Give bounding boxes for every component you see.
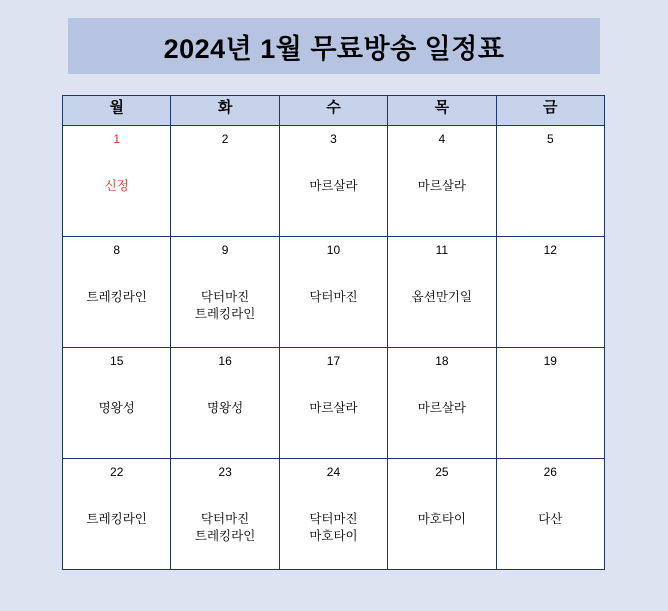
day-events: [388, 511, 495, 528]
day-events: [171, 511, 278, 545]
calendar-day-cell[interactable]: [279, 237, 387, 348]
calendar-day-cell[interactable]: [496, 348, 604, 459]
calendar-week-row: [63, 237, 605, 348]
day-number: 18: [435, 354, 449, 368]
day-number: 2: [221, 132, 229, 146]
day-number: 24: [326, 465, 341, 479]
weekday-header-mon: 월: [63, 96, 171, 126]
day-events: [171, 289, 278, 323]
calendar-body: [63, 126, 605, 570]
day-event-label: 마르살라: [417, 179, 467, 193]
day-event-label: 닥터마진: [200, 290, 250, 304]
day-events: [63, 178, 170, 195]
day-number: 11: [435, 243, 449, 257]
day-event-label: 마호타이: [309, 529, 358, 543]
weekday-header-wed: 수: [279, 96, 387, 126]
calendar-day-cell[interactable]: [171, 348, 279, 459]
title-banner: [68, 18, 600, 74]
calendar-day-cell[interactable]: [388, 126, 496, 237]
day-number: 26: [543, 465, 557, 479]
calendar-day-cell[interactable]: [279, 126, 387, 237]
day-event-label: 닥터마진: [200, 512, 250, 526]
day-number: 3: [330, 132, 337, 146]
day-events: [388, 400, 495, 417]
day-event-label: 마르살라: [309, 401, 358, 415]
day-number: 16: [218, 354, 232, 368]
calendar-day-cell[interactable]: [279, 348, 387, 459]
weekday-header-thu: 목: [388, 96, 496, 126]
day-number: 4: [438, 132, 446, 146]
day-events: [280, 400, 387, 417]
day-number: 19: [543, 354, 557, 368]
day-events: [388, 289, 495, 306]
weekday-header-fri: 금: [496, 96, 604, 126]
day-number: 12: [543, 243, 557, 257]
day-number: 9: [221, 243, 229, 257]
day-events: [497, 511, 604, 528]
calendar-header-row: [63, 96, 605, 126]
day-number: 1: [113, 132, 121, 146]
calendar-day-cell[interactable]: [496, 126, 604, 237]
calendar-day-cell[interactable]: [496, 237, 604, 348]
day-event-label: 마르살라: [417, 401, 467, 415]
day-event-label: 마호타이: [417, 512, 467, 526]
day-events: [280, 511, 387, 545]
day-event-label: 명왕성: [98, 401, 135, 415]
calendar-day-cell[interactable]: [63, 459, 171, 570]
day-number: 17: [326, 354, 341, 368]
day-number: 5: [546, 132, 554, 146]
day-events: [63, 400, 170, 417]
day-number: 10: [326, 243, 341, 257]
day-number: 23: [218, 465, 232, 479]
calendar-day-cell[interactable]: [63, 237, 171, 348]
day-events: [280, 289, 387, 306]
day-event-label: 다산: [538, 512, 563, 526]
calendar-week-row: [63, 348, 605, 459]
calendar-day-cell[interactable]: [63, 348, 171, 459]
day-event-label: 트레킹라인: [194, 307, 256, 321]
day-event-label: 트레킹라인: [86, 512, 147, 526]
day-events: [388, 178, 495, 195]
calendar-week-row: [63, 459, 605, 570]
calendar-day-cell[interactable]: [171, 126, 279, 237]
day-number: 25: [435, 465, 449, 479]
day-event-label: 명왕성: [206, 401, 244, 415]
calendar-day-cell[interactable]: [388, 459, 496, 570]
calendar-day-cell[interactable]: [171, 237, 279, 348]
day-event-label: 옵션만기일: [411, 290, 473, 304]
calendar-week-row: [63, 126, 605, 237]
day-events: [63, 289, 170, 306]
calendar-day-cell[interactable]: [388, 348, 496, 459]
day-event-label: 트레킹라인: [86, 290, 147, 304]
calendar-day-cell[interactable]: [171, 459, 279, 570]
day-events: [171, 400, 278, 417]
day-event-label: 닥터마진: [309, 512, 358, 526]
day-number: 15: [110, 354, 124, 368]
calendar-day-cell[interactable]: [388, 237, 496, 348]
day-number: 8: [113, 243, 121, 257]
calendar-day-cell[interactable]: [496, 459, 604, 570]
day-events: [280, 178, 387, 195]
day-event-label: 트레킹라인: [194, 529, 256, 543]
day-events: [63, 511, 170, 528]
calendar-day-cell[interactable]: [279, 459, 387, 570]
calendar-table: [62, 95, 605, 570]
day-event-label: 신정: [104, 179, 129, 193]
day-number: 22: [110, 465, 124, 479]
calendar-day-cell[interactable]: [63, 126, 171, 237]
day-event-label: 마르살라: [309, 179, 358, 193]
page-title: 2024년 1월 무료방송 일정표: [163, 33, 505, 64]
weekday-header-tue: 화: [171, 96, 279, 126]
day-event-label: 닥터마진: [309, 290, 358, 304]
